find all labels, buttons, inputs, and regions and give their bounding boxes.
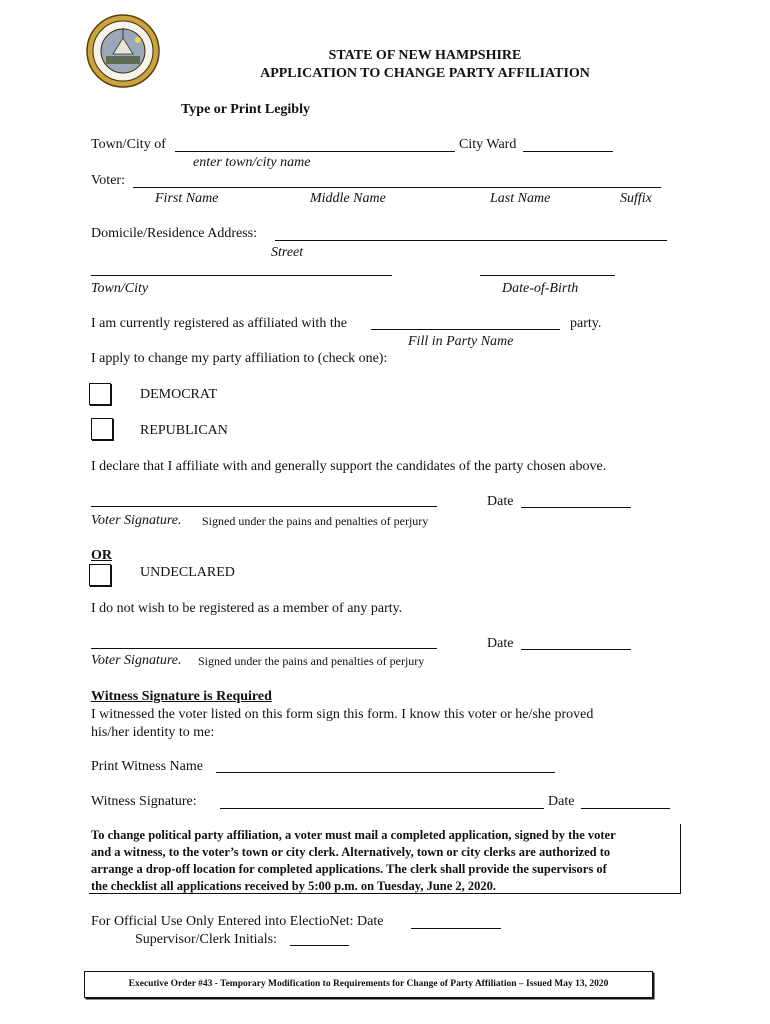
town-city-field[interactable]: [175, 151, 455, 152]
apply-change-label: I apply to change my party affiliation to (check one):: [91, 351, 388, 366]
witness-signature-field[interactable]: [220, 808, 544, 809]
city-ward-label: City Ward: [459, 137, 517, 152]
undeclared-checkbox[interactable]: [89, 564, 111, 586]
dob-field[interactable]: [480, 275, 615, 276]
perjury-note-2: Signed under the pains and penalties of perjury: [198, 654, 425, 668]
date-field-2[interactable]: [521, 649, 631, 650]
city-ward-field[interactable]: [523, 151, 613, 152]
notice-line-1: To change political party affiliation, a voter must mail a completed application, signed by the voter: [91, 828, 616, 842]
date-label-2: Date: [487, 636, 514, 651]
suffix-hint: Suffix: [620, 191, 652, 206]
first-name-hint: First Name: [155, 191, 219, 206]
notice-divider: [89, 893, 681, 894]
notice-line-4: the checklist all applications received by 5:00 p.m. on Tuesday, June 2, 2020.: [91, 879, 497, 893]
or-label: OR: [91, 548, 112, 563]
witness-date-field[interactable]: [581, 808, 670, 809]
town-city-hint: Town/City: [91, 281, 149, 296]
voter-label: Voter:: [91, 173, 125, 188]
executive-order-footer: Executive Order #43 - Temporary Modification to Requirements for Change of Party Affiliation – Issued May 13, 2020: [128, 979, 609, 989]
witness-text-2: his/her identity to me:: [91, 725, 215, 740]
republican-checkbox[interactable]: [91, 418, 113, 440]
party-label: party.: [570, 316, 602, 331]
democrat-label: DEMOCRAT: [140, 387, 218, 402]
clerk-initials-label: Supervisor/Clerk Initials:: [135, 932, 277, 947]
no-party-text: I do not wish to be registered as a member of any party.: [91, 601, 403, 616]
notice-line-3: arrange a drop-off location for completed applications. The clerk shall provide the supervisors of: [91, 862, 607, 876]
declare-text: I declare that I affiliate with and generally support the candidates of the party chosen above.: [91, 459, 607, 474]
notice-line-2: and a witness, to the voter’s town or city clerk. Alternatively, town or city clerks are authorized to: [91, 845, 611, 859]
perjury-note: Signed under the pains and penalties of perjury: [202, 514, 429, 528]
state-title: STATE OF NEW HAMPSHIRE: [328, 48, 522, 63]
witness-heading: Witness Signature is Required: [91, 689, 272, 704]
notice-right-border: [680, 824, 681, 894]
footer-box: [84, 971, 653, 998]
last-name-hint: Last Name: [490, 191, 551, 206]
town-city-address-field[interactable]: [91, 275, 392, 276]
official-date-field[interactable]: [411, 928, 501, 929]
street-hint: Street: [271, 245, 304, 260]
voter-signature-field-2[interactable]: [91, 648, 437, 649]
witness-date-label: Date: [548, 794, 575, 809]
current-party-field[interactable]: [371, 329, 560, 330]
domicile-label: Domicile/Residence Address:: [91, 226, 258, 241]
witness-text-1: I witnessed the voter listed on this form sign this form. I know this voter or he/she proved: [91, 707, 594, 722]
witness-signature-label: Witness Signature:: [91, 794, 197, 809]
voter-signature-label-2: Voter Signature.: [91, 653, 182, 668]
currently-registered-label: I am currently registered as affiliated with the: [91, 316, 347, 331]
republican-label: REPUBLICAN: [140, 423, 228, 438]
date-label: Date: [487, 494, 514, 509]
fill-party-hint: Fill in Party Name: [408, 334, 514, 349]
democrat-checkbox[interactable]: [89, 383, 111, 405]
enter-town-hint: enter town/city name: [193, 155, 311, 170]
official-use-label: For Official Use Only Entered into ElectioNet: Date: [91, 914, 384, 929]
undeclared-label: UNDECLARED: [140, 565, 235, 580]
date-field[interactable]: [521, 507, 631, 508]
print-witness-label: Print Witness Name: [91, 759, 203, 774]
dob-hint: Date-of-Birth: [502, 281, 579, 296]
street-field[interactable]: [275, 240, 667, 241]
voter-name-field[interactable]: [133, 187, 661, 188]
print-instruction: Type or Print Legibly: [181, 102, 310, 117]
clerk-initials-field[interactable]: [290, 945, 349, 946]
witness-name-field[interactable]: [216, 772, 555, 773]
voter-signature-label: Voter Signature.: [91, 513, 182, 528]
town-city-of-label: Town/City of: [91, 137, 166, 152]
middle-name-hint: Middle Name: [310, 191, 386, 206]
voter-signature-field[interactable]: [91, 506, 437, 507]
form-title: APPLICATION TO CHANGE PARTY AFFILIATION: [260, 66, 590, 81]
